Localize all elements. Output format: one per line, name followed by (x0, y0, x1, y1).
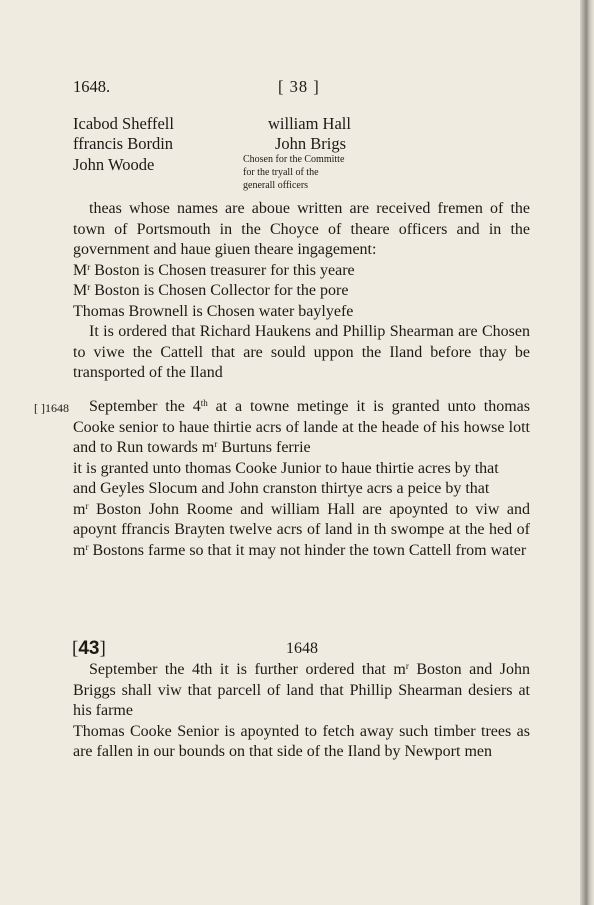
page-marker-43 (72, 638, 106, 660)
paragraph-shearman-farme (73, 660, 530, 722)
text-run: Boston is Chosen Collector for the pore (90, 282, 349, 299)
committee-note (243, 153, 344, 192)
section-further-ordered (73, 660, 530, 763)
bold-page-marker: 43 (78, 638, 100, 659)
bracket: [ (72, 638, 79, 659)
page-number: [ 38 ] (278, 77, 320, 96)
page-edge-shadow (580, 0, 594, 905)
margin-note-1648: [ ]1648 (34, 401, 69, 415)
name-entry: John Brigs (275, 134, 347, 153)
text-run: September the 4th it is further ordered that m (89, 661, 406, 678)
committee-note-line: generall officers (243, 180, 309, 191)
text-run: M (73, 282, 88, 299)
name-entry: Icabod Sheffell (73, 114, 174, 133)
paragraph-cooke-junior: it is granted unto thomas Cooke Junior to haue thirtie acres by that (73, 459, 499, 477)
text-run: Boston is Chosen treasurer for this yeare (90, 261, 355, 279)
section-freemen (73, 199, 530, 384)
paragraph-collector (73, 281, 530, 302)
text-run: Bostons farme so that it may not hinder the town Cattell from water (88, 541, 527, 559)
text-run: m (73, 500, 86, 518)
section-year: 1648 (286, 640, 318, 657)
text-run: M (73, 261, 88, 279)
superscript: r (87, 261, 91, 272)
superscript: r (87, 282, 91, 292)
text-run: September the 4 (89, 398, 201, 415)
committee-note-line: for the tryall of the (243, 167, 319, 178)
paragraph-slocum: and Geyles Slocum and John cranston thirtye acrs a peice by that (73, 480, 490, 497)
superscript: r (85, 500, 89, 511)
text-run: Boston John Roome and william Hall are apoynted to viw and apoynt ffrancis Brayten twelve acrs of land in th swompe at the hed of m (73, 500, 530, 559)
paragraph-cooke-senior (73, 397, 530, 459)
superscript: r (405, 661, 409, 671)
name-entry: John Woode (73, 155, 155, 174)
paragraph-treasurer (73, 261, 530, 282)
header-year: 1648. (73, 77, 111, 96)
paragraph-cattell: It is ordered that Richard Haukens and Phillip Shearman are Chosen to viwe the Cattell that are sould uppon the Iland before thay be transported of the Iland (73, 323, 530, 381)
paragraph-roome (73, 500, 530, 562)
text-run: Burtuns ferrie (217, 439, 311, 456)
name-entry: william Hall (268, 114, 351, 133)
text-run: at a towne metinge it is granted unto thomas Cooke senior to haue thirtie acrs of lande at the heade of his howse lott and to Run towards m (73, 398, 530, 456)
paragraph-timber: Thomas Cooke Senior is apoynted to fetch away such timber trees as are fallen in our bounds on that side of the Iland by Newport men (73, 722, 530, 760)
superscript: th (200, 398, 208, 408)
paragraph-freemen: theas whose names are aboue written are received fremen of the town of Portsmouth in the Choyce of theare officers and in the government and haue giuen theare ingagement: (73, 200, 530, 258)
paragraph-baylyefe: Thomas Brownell is Chosen water baylyefe (73, 302, 354, 320)
bracket: ] (99, 638, 106, 659)
name-entry: ffrancis Bordin (73, 134, 174, 153)
names-right-column (268, 114, 351, 154)
committee-note-line: Chosen for the Committe (243, 154, 345, 165)
superscript: r (214, 439, 218, 449)
superscript: r (85, 541, 89, 552)
names-left-column (73, 114, 174, 175)
section-towne-metinge (73, 397, 530, 561)
text-run: Boston and John Briggs shall viw that parcell of land that Phillip Shearman desiers at his farme (73, 661, 531, 719)
